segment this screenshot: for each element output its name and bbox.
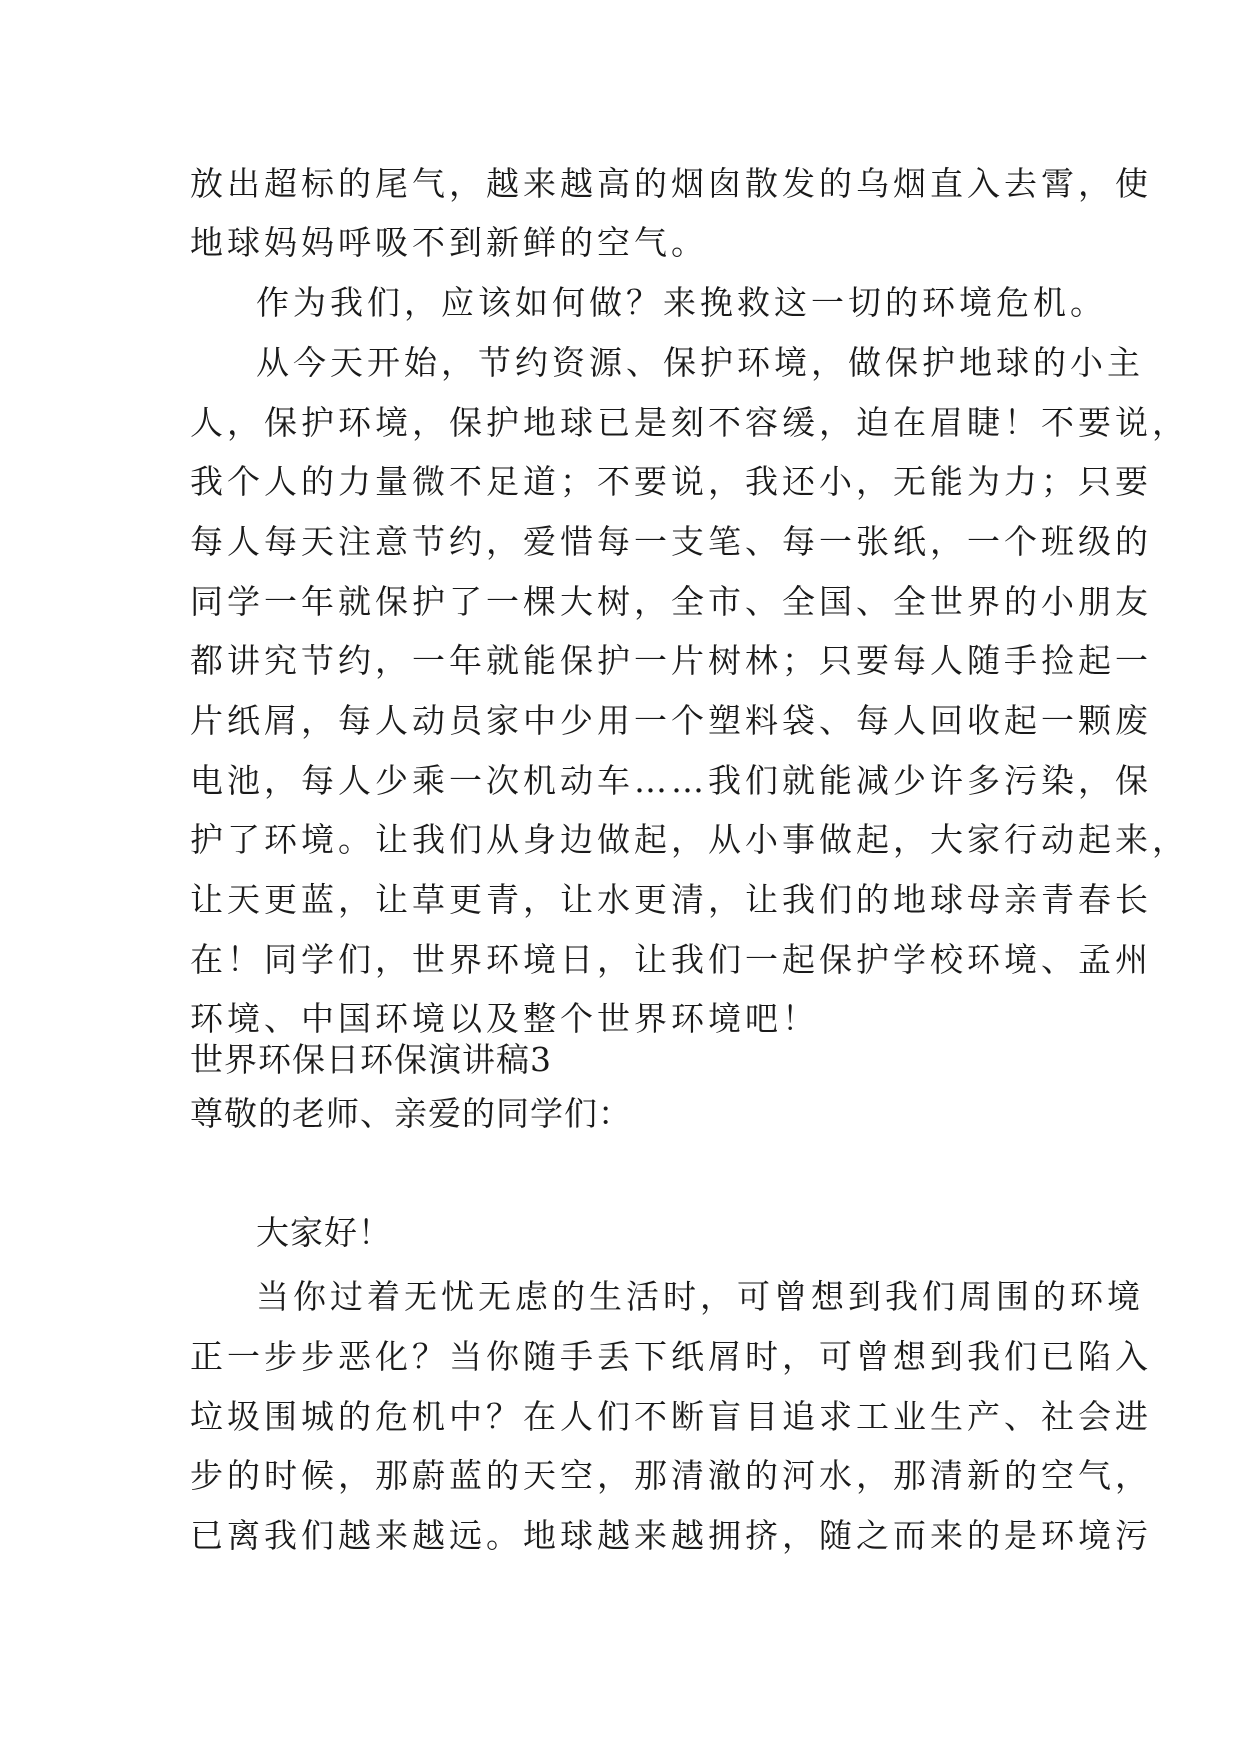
paragraph-line: 步的时候，那蔚蓝的天空，那清澈的河水，那清新的空气，	[190, 1456, 1152, 1495]
paragraph-line: 我个人的力量微不足道；不要说，我还小，无能为力；只要	[190, 462, 1152, 501]
greeting: 大家好！	[256, 1213, 392, 1252]
paragraph-line: 都讲究节约，一年就能保护一片树林；只要每人随手捡起一	[190, 641, 1152, 680]
salutation: 尊敬的老师、亲爱的同学们：	[190, 1094, 632, 1133]
paragraph-line: 从今天开始，节约资源、保护环境，做保护地球的小主	[256, 343, 1144, 382]
paragraph-line: 已离我们越来越远。地球越来越拥挤，随之而来的是环境污	[190, 1516, 1152, 1555]
paragraph-line: 电池，每人少乘一次机动车……我们就能减少许多污染，保	[190, 761, 1152, 800]
paragraph-line: 每人每天注意节约，爱惜每一支笔、每一张纸，一个班级的	[190, 522, 1152, 561]
paragraph-line: 同学一年就保护了一棵大树，全市、全国、全世界的小朋友	[190, 582, 1152, 621]
paragraph-line: 在！同学们，世界环境日，让我们一起保护学校环境、孟州	[190, 940, 1152, 979]
section-heading: 世界环保日环保演讲稿3	[190, 1040, 552, 1079]
paragraph-line: 人，保护环境，保护地球已是刻不容缓，迫在眉睫！不要说，	[190, 403, 1189, 442]
paragraph-line: 地球妈妈呼吸不到新鲜的空气。	[190, 223, 708, 262]
paragraph-line: 作为我们，应该如何做？来挽救这一切的环境危机。	[256, 283, 1107, 322]
paragraph-line: 护了环境。让我们从身边做起，从小事做起，大家行动起来，	[190, 820, 1189, 859]
paragraph-line: 垃圾围城的危机中？在人们不断盲目追求工业生产、社会进	[190, 1397, 1152, 1436]
paragraph-line: 放出超标的尾气，越来越高的烟囱散发的乌烟直入去霄，使	[190, 164, 1152, 203]
paragraph-line: 正一步步恶化？当你随手丢下纸屑时，可曾想到我们已陷入	[190, 1337, 1152, 1376]
paragraph-line: 片纸屑，每人动员家中少用一个塑料袋、每人回收起一颗废	[190, 701, 1152, 740]
paragraph-line: 当你过着无忧无虑的生活时，可曾想到我们周围的环境	[256, 1277, 1144, 1316]
paragraph-line: 让天更蓝，让草更青，让水更清，让我们的地球母亲青春长	[190, 880, 1152, 919]
paragraph-line: 环境、中国环境以及整个世界环境吧！	[190, 999, 819, 1038]
